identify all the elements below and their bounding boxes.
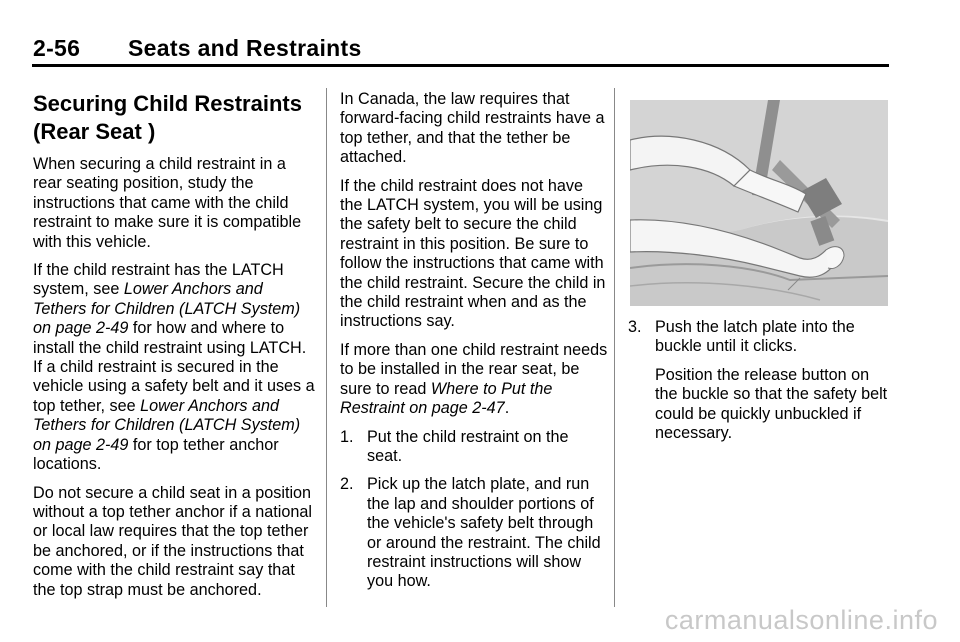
step-text: Push the latch plate into the buckle until it clicks.: [655, 318, 855, 356]
step-text: Put the child restraint on the seat.: [367, 427, 569, 465]
section-heading: Securing Child Restraints (Rear Seat ): [33, 91, 302, 144]
cross-reference-link[interactable]: Lower Anchors and Tethers for Children (LATCH System) on page 2-49: [33, 280, 301, 338]
step-text: Pick up the latch plate, and run the lap and shoulder portions of the vehicle's safety belt through or around the restraint. The child restraint instructions will show you how.: [367, 475, 601, 591]
column-3: [628, 94, 890, 443]
paragraph-multiple: [340, 341, 608, 419]
text: If more than one child restraint needs to be installed in the rear seat, be sure to read: [340, 340, 608, 398]
text: for how and where to install the child restraint using LATCH. If a child restraint is secured in the vehicle using a safety belt and it uses a top tether, see: [33, 319, 315, 415]
buckle-illustration: [630, 100, 888, 306]
header-rule: [32, 64, 889, 67]
step-item: [340, 428, 608, 467]
page-header: [33, 35, 362, 62]
text: for top tether anchor locations.: [33, 435, 279, 474]
paragraph-intro: When securing a child restraint in a rear seating position, study the instructions that came with the child restraint to make sure it is compatible with this vehicle.: [33, 155, 302, 251]
paragraph-top-tether: Do not secure a child seat in a position without a top tether anchor if a national or local law requires that the top tether be anchored, or if the instructions that come with the child restraint say that the top strap must be anchored.: [33, 483, 312, 599]
step-number: 1.: [340, 427, 354, 446]
column-divider-2: [614, 88, 615, 607]
section-title: Seats and Restraints: [128, 35, 362, 61]
text: If the child restraint has the LATCH system, see: [33, 261, 284, 299]
cross-reference-link[interactable]: Lower Anchors and Tethers for Children (LATCH System) on page 2-49: [33, 396, 301, 454]
column-2: [340, 90, 608, 601]
cross-reference-link[interactable]: Where to Put the Restraint on page 2-47: [340, 379, 553, 418]
step-number: 3.: [628, 318, 642, 336]
column-1: [33, 90, 318, 609]
paragraph-canada: In Canada, the law requires that forward-facing child restraints have a top tether, and that the tether be attached.: [340, 90, 605, 167]
paragraph-latch: [33, 261, 318, 474]
column-divider-1: [326, 88, 327, 607]
watermark: carmanualsonline.info: [664, 605, 938, 635]
step-item: [340, 475, 608, 591]
text: .: [504, 399, 510, 418]
page-number: 2-56: [33, 35, 81, 61]
step-item: [628, 318, 890, 357]
paragraph-no-latch: If the child restraint does not have the LATCH system, you will be using the safety belt to secure the child restraint in this position. Be sure to follow the instructions that came with the child restraint. Secure the child in the child restraint when and as the instructions say.: [340, 176, 606, 331]
step-number: 2.: [340, 475, 354, 494]
step-note: Position the release button on the buckle so that the safety belt could be quickly unbuckled if necessary.: [655, 365, 888, 443]
